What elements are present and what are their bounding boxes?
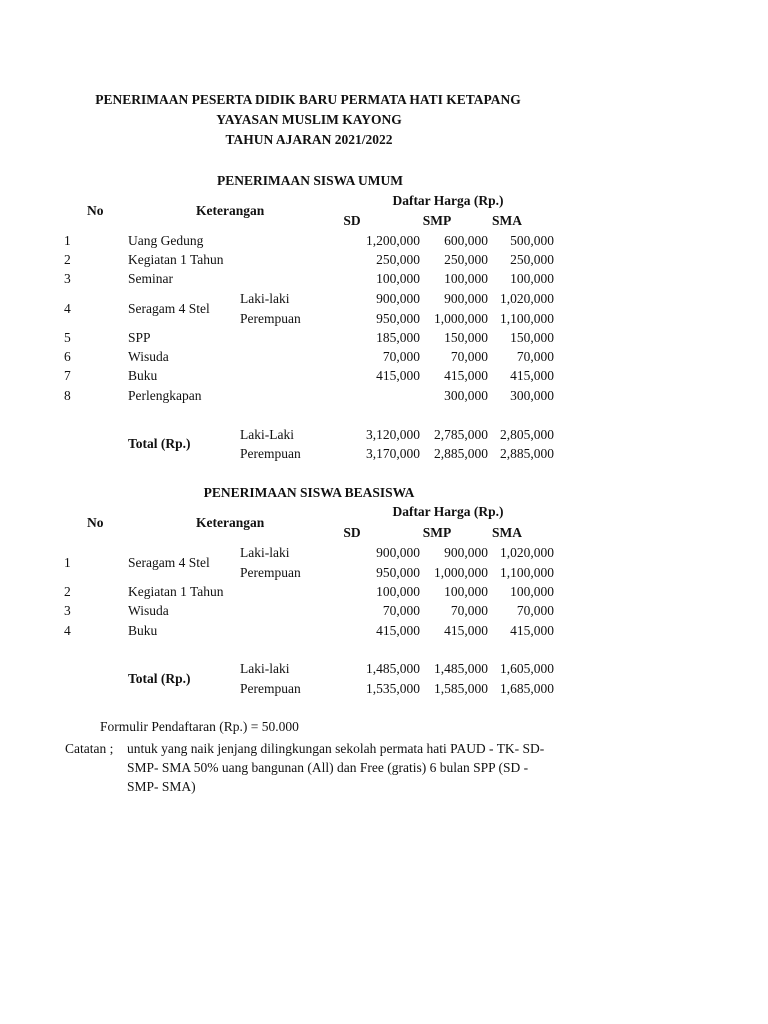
row-price-sd: 250,000 bbox=[376, 252, 420, 267]
row-no: 2 bbox=[64, 252, 71, 267]
row-subcategory: Laki-laki bbox=[240, 545, 290, 560]
total-subcategory: Perempuan bbox=[240, 681, 301, 696]
row-price-sma: 300,000 bbox=[510, 388, 554, 403]
row-keterangan: Kegiatan 1 Tahun bbox=[128, 252, 224, 267]
row-no: 3 bbox=[64, 271, 71, 286]
row-price-sd: 100,000 bbox=[376, 584, 420, 599]
row-keterangan: Seminar bbox=[128, 271, 173, 286]
total-sd: 3,120,000 bbox=[366, 427, 420, 442]
row-no: 3 bbox=[64, 603, 71, 618]
row-price-sma: 250,000 bbox=[510, 252, 554, 267]
col-header-sd: SD bbox=[343, 213, 361, 228]
row-no: 5 bbox=[64, 330, 71, 345]
row-no: 1 bbox=[64, 555, 71, 570]
row-price-sd: 415,000 bbox=[376, 623, 420, 638]
row-price-sd: 1,200,000 bbox=[366, 233, 420, 248]
doc-title-line3: TAHUN AJARAN 2021/2022 bbox=[225, 132, 393, 147]
row-price-smp: 70,000 bbox=[450, 603, 488, 618]
formulir-note: Formulir Pendaftaran (Rp.) = 50.000 bbox=[100, 719, 299, 734]
total-sd: 1,485,000 bbox=[366, 661, 420, 676]
row-no: 2 bbox=[64, 584, 71, 599]
row-price-sma: 415,000 bbox=[510, 368, 554, 383]
row-keterangan: Seragam 4 Stel bbox=[128, 301, 210, 316]
row-price-sma: 150,000 bbox=[510, 330, 554, 345]
row-price-sma: 500,000 bbox=[510, 233, 554, 248]
row-price-smp: 900,000 bbox=[444, 291, 488, 306]
section-title-umum: PENERIMAAN SISWA UMUM bbox=[216, 173, 404, 188]
row-price-sd: 950,000 bbox=[376, 311, 420, 326]
row-price-sma: 1,100,000 bbox=[500, 311, 554, 326]
col-header-sd-2: SD bbox=[343, 525, 361, 540]
doc-title-line1: PENERIMAAN PESERTA DIDIK BARU PERMATA HATI KETAPANG bbox=[95, 92, 521, 107]
row-price-smp: 150,000 bbox=[444, 330, 488, 345]
row-price-smp: 100,000 bbox=[444, 584, 488, 599]
section-title-beasiswa: PENERIMAAN SISWA BEASISWA bbox=[203, 485, 415, 500]
row-subcategory: Perempuan bbox=[240, 565, 301, 580]
row-price-sd: 950,000 bbox=[376, 565, 420, 580]
row-price-smp: 100,000 bbox=[444, 271, 488, 286]
row-price-sma: 1,100,000 bbox=[500, 565, 554, 580]
row-subcategory: Perempuan bbox=[240, 311, 301, 326]
row-price-smp: 70,000 bbox=[450, 349, 488, 364]
row-price-sma: 70,000 bbox=[516, 603, 554, 618]
row-no: 8 bbox=[64, 388, 71, 403]
row-price-sd: 900,000 bbox=[376, 291, 420, 306]
total-sma: 2,885,000 bbox=[500, 446, 554, 461]
row-price-smp: 1,000,000 bbox=[434, 565, 488, 580]
col-header-no: No bbox=[87, 203, 104, 218]
catatan-text: untuk yang naik jenjang dilingkungan sekolah permata hati PAUD - TK- SD- SMP- SMA 50% uang bangunan (All) dan Free (gratis) 6 bulan SPP (SD - SMP- SMA) bbox=[127, 741, 545, 794]
col-header-no-2: No bbox=[87, 515, 104, 530]
total-sma: 1,605,000 bbox=[500, 661, 554, 676]
total-smp: 2,885,000 bbox=[434, 446, 488, 461]
row-keterangan: SPP bbox=[128, 330, 151, 345]
row-keterangan: Kegiatan 1 Tahun bbox=[128, 584, 224, 599]
row-keterangan: Uang Gedung bbox=[128, 233, 204, 248]
total-subcategory: Laki-Laki bbox=[240, 427, 294, 442]
row-price-sma: 415,000 bbox=[510, 623, 554, 638]
row-keterangan: Seragam 4 Stel bbox=[128, 555, 210, 570]
row-price-smp: 300,000 bbox=[444, 388, 488, 403]
row-subcategory: Laki-laki bbox=[240, 291, 290, 306]
row-price-sma: 100,000 bbox=[510, 584, 554, 599]
col-header-sma: SMA bbox=[492, 213, 522, 228]
total-smp: 1,485,000 bbox=[434, 661, 488, 676]
row-no: 6 bbox=[64, 349, 71, 364]
total-subcategory: Laki-laki bbox=[240, 661, 290, 676]
row-price-sd: 185,000 bbox=[376, 330, 420, 345]
row-price-smp: 250,000 bbox=[444, 252, 488, 267]
row-price-sma: 100,000 bbox=[510, 271, 554, 286]
row-no: 4 bbox=[64, 623, 71, 638]
total-label: Total (Rp.) bbox=[128, 671, 191, 686]
row-keterangan: Perlengkapan bbox=[128, 388, 202, 403]
catatan-label: Catatan ; bbox=[65, 741, 114, 756]
row-no: 7 bbox=[64, 368, 71, 383]
col-header-keterangan: Keterangan bbox=[196, 203, 265, 218]
row-price-smp: 1,000,000 bbox=[434, 311, 488, 326]
col-header-daftar-harga-2: Daftar Harga (Rp.) bbox=[392, 504, 504, 519]
total-sd: 3,170,000 bbox=[366, 446, 420, 461]
col-header-smp: SMP bbox=[422, 213, 452, 228]
total-smp: 1,585,000 bbox=[434, 681, 488, 696]
row-price-smp: 415,000 bbox=[444, 623, 488, 638]
total-sd: 1,535,000 bbox=[366, 681, 420, 696]
row-no: 1 bbox=[64, 233, 71, 248]
row-price-smp: 600,000 bbox=[444, 233, 488, 248]
row-price-sd: 70,000 bbox=[382, 349, 420, 364]
row-price-sd: 70,000 bbox=[382, 603, 420, 618]
row-price-sma: 1,020,000 bbox=[500, 545, 554, 560]
col-header-daftar-harga: Daftar Harga (Rp.) bbox=[392, 193, 504, 208]
row-price-sma: 70,000 bbox=[516, 349, 554, 364]
total-subcategory: Perempuan bbox=[240, 446, 301, 461]
row-price-smp: 415,000 bbox=[444, 368, 488, 383]
row-keterangan: Wisuda bbox=[128, 603, 169, 618]
row-keterangan: Wisuda bbox=[128, 349, 169, 364]
total-sma: 2,805,000 bbox=[500, 427, 554, 442]
col-header-keterangan-2: Keterangan bbox=[196, 515, 265, 530]
col-header-sma-2: SMA bbox=[492, 525, 522, 540]
row-keterangan: Buku bbox=[128, 368, 158, 383]
doc-title-line2: YAYASAN MUSLIM KAYONG bbox=[216, 112, 402, 127]
row-price-sd: 100,000 bbox=[376, 271, 420, 286]
total-smp: 2,785,000 bbox=[434, 427, 488, 442]
row-no: 4 bbox=[64, 301, 71, 316]
col-header-smp-2: SMP bbox=[422, 525, 452, 540]
row-price-sd: 415,000 bbox=[376, 368, 420, 383]
total-sma: 1,685,000 bbox=[500, 681, 554, 696]
total-label: Total (Rp.) bbox=[128, 436, 191, 451]
row-price-sma: 1,020,000 bbox=[500, 291, 554, 306]
row-keterangan: Buku bbox=[128, 623, 158, 638]
row-price-smp: 900,000 bbox=[444, 545, 488, 560]
row-price-sd: 900,000 bbox=[376, 545, 420, 560]
